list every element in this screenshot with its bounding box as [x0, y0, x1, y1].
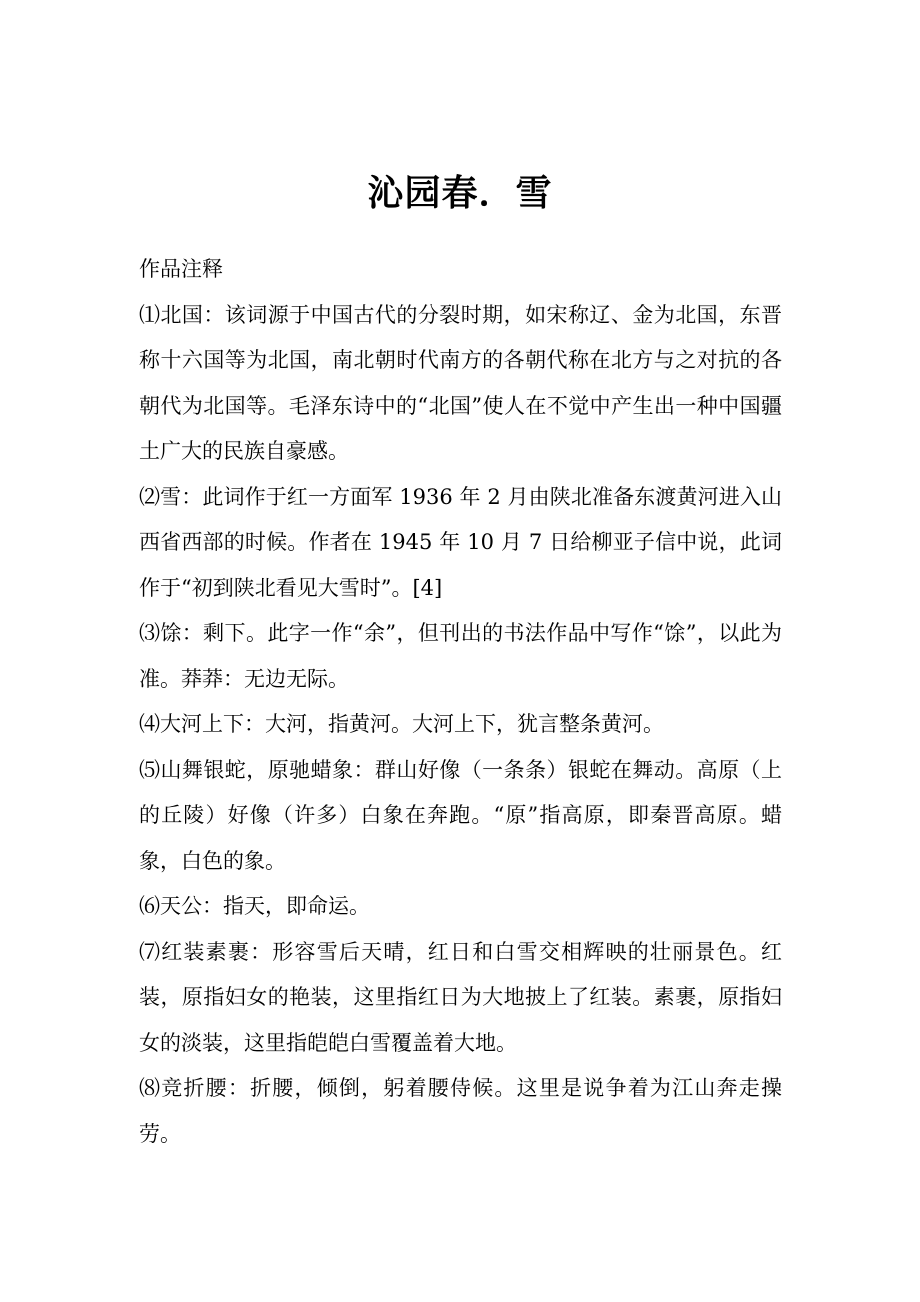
note-7-hongzhuang-suguo: ⑺红装素裹：形容雪后天晴，红日和白雪交相辉映的壮丽景色。红装，原指妇女的艳装，这里指红日为大地披上了红装。素裹，原指妇女的淡装，这里指皑皑白雪覆盖着大地。: [139, 939, 782, 1055]
note-8-jing-zheyao: ⑻竞折腰：折腰，倾倒，躬着腰侍候。这里是说争着为江山奔走操劳。: [139, 1076, 782, 1146]
page-title: 沁园春．雪: [367, 173, 553, 214]
note-5-shanwu-yinshe: ⑸山舞银蛇，原驰蜡象：群山好像（一条条）银蛇在舞动。高原（上的丘陵）好像（许多）白象在奔跑。“原”指高原，即秦晋高原。蜡象，白色的象。: [139, 757, 782, 873]
note-3-yu-mangmang: ⑶馀：剩下。此字一作“余”，但刊出的书法作品中写作“馀”，以此为准。莽莽：无边无际。: [139, 621, 782, 691]
note-1-beiguo: ⑴北国：该词源于中国古代的分裂时期，如宋称辽、金为北国，东晋称十六国等为北国，南北朝时代南方的各朝代称在北方与之对抗的各朝代为北国等。毛泽东诗中的“北国”使人在不觉中产生出一种中国疆土广大的民族自豪感。: [139, 302, 782, 463]
note-6-tiangong: ⑹天公：指天，即命运。: [139, 894, 370, 918]
section-heading: 作品注释: [139, 257, 223, 281]
note-2-xue: ⑵雪：此词作于红一方面军 1936 年 2 月由陕北准备东渡黄河进入山西省西部的时候。作者在 1945 年 10 月 7 日给柳亚子信中说，此词作于“初到陕北看见大雪时”。[4]: [139, 484, 782, 600]
notes-section: [139, 247, 782, 1157]
note-4-dahe-shangxia: ⑷大河上下：大河，指黄河。大河上下，犹言整条黄河。: [139, 712, 664, 736]
